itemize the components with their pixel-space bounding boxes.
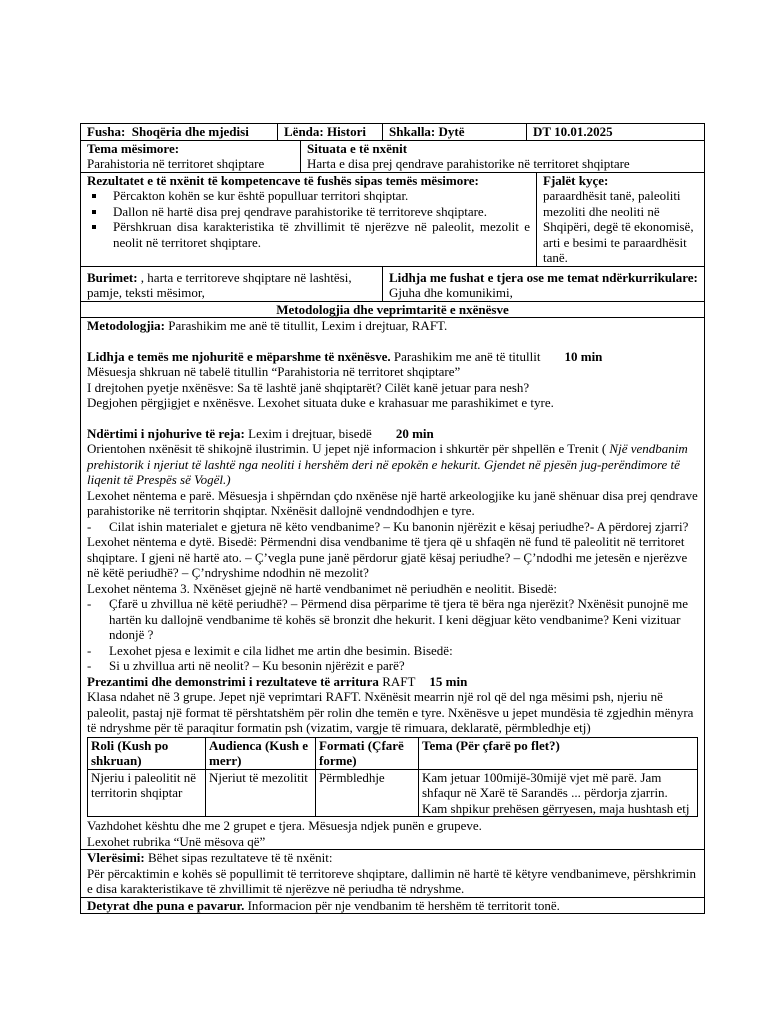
rezultat-item: ▪ Dallon në hartë disa prej qendrave parahistorike të territoreve shqiptare. [107,204,530,220]
lidhja-fushat-value: Gjuha dhe komunikimi, [389,285,513,300]
lidhja-temes-method: Parashikim me anë të titullit [393,348,541,364]
fjalet-label: Fjalët kyçe: [543,172,609,188]
main-body-cell [81,318,705,850]
fjalet-cell [537,172,705,266]
prezantimi-label: Prezantimi dhe demonstrimi i rezultateve të arritura [87,673,379,689]
raft-header: Audienca (Kush e merr) [206,737,316,769]
rezultatet-list [87,188,530,250]
lidhja-temes-line: Degjohen përgjigjet e nxënësve. Lexohet situata duke e krahasuar me parashikimet e tyre. [87,395,554,410]
metodologjia-heading: Metodologjia dhe veprimtaritë e nxënësve [81,301,705,318]
metodologjia-label: Metodologjia: [87,318,165,333]
fusha-label: Fusha: [87,124,126,139]
lenda-value: Histori [326,124,366,139]
fusha-cell [81,124,278,141]
situata-label: Situata e të nxënit [307,140,408,156]
burimet-cell [81,266,383,301]
vleresimi-line [87,850,698,866]
raft-cell: Përmbledhje [316,769,419,817]
raft-header: Roli (Kush po shkruan) [88,737,206,769]
shkalla-cell [383,124,527,141]
rezultat-item: ▪ Përshkruan disa karakteristika të zhvillimit të njerëzve në paleolit, mezolit e neolit në territoret shqiptare. [107,219,530,250]
ndertimi-duration: 20 min [395,425,434,441]
question-item: - Si u zhvillua arti në neolit? – Ku besonin njërëzit e parë? [87,658,405,673]
main-body-row [81,318,705,850]
burimet-value: , harta e territoreve shqiptare në lashtësi, pamje, teksti mësimor, [87,269,352,300]
lidhja-temes-line: I drejtohen pyetje nxënësve: Sa të lashtë janë shqiptarët? Cilët kanë jetuar para nesh? [87,379,530,395]
raft-cell: Njeriu i paleolitit në territorin shqiptar [88,769,206,817]
lidhja-temes-line: Mësuesja shkruan në tabelë titullin “Parahistoria në territoret shqiptare” [87,364,461,379]
fjalet-value: paraardhësit tanë, paleoliti mezoliti dhe neoliti në Shqipëri, degë të ekonomisë, arti e besimi te paraardhësit tanë. [543,188,694,265]
situata-value: Harta e disa prej qendrave parahistorike në territoret shqiptare [307,156,630,171]
vleresimi-cell [81,850,705,898]
raft-header: Tema (Për çfarë po flet?) [419,737,698,769]
metodologjia-heading-row [81,301,705,318]
ndertimi-paragraph: Lexohet nëntema e dytë. Bisedë: Përmendni disa vendbanime të tjera që u shfaqën në fund të paleolitit në territoret shqiptare. I gjeni në hartë ato. – Ç’vegla pune janë përdorur gjatë kësaj periudhe? – Ç’ndodhi me jetesën e njerëzve në këtë periudhë? – Ç’ndryshime ndodhin në mezolit? [87,534,688,580]
ndertimi-intro-text: Orientohen nxënësit të shikojnë ilustrimin. U jepet një informacion i shkurtër për shpellën e Trenit ( [87,441,607,456]
detyrat-label: Detyrat dhe puna e pavarur. [87,897,245,913]
rezultatet-label: Rezultatet e të nxënit të kompetencave të fushës sipas temës mësimore: [87,172,479,188]
shkalla-label: Shkalla: [389,124,436,139]
vleresimi-value: Bëhet sipas rezultateve të të nxënit: [148,850,333,865]
burimet-label: Burimet: [87,269,138,285]
lidhja-fushat-label: Lidhja me fushat e tjera ose me temat ndërkurrikulare: [389,269,698,285]
lidhja-temes-duration: 10 min [564,348,603,364]
fusha-value: Shoqëria dhe mjedisi [131,124,249,139]
question-item: - Lexohet pjesa e leximit e cila lidhet me artin dhe besimin. Bisedë: [87,642,453,658]
prezantimi-duration: 15 min [429,673,468,689]
vleresimi-row [81,850,705,898]
lidhja-fushat-cell [383,266,705,301]
question-item: - Cilat ishin materialet e gjetura në këto vendbanime? – Ku banonin njërëzit e kësaj periudhe?- A përdorej zjarri? [87,518,689,534]
ndertimi-paragraph: Lexohet nëntema 3. Nxënëset gjejnë në hartë vendbanimet në periudhën e neolitit. Bisedë: [87,580,557,596]
ndertimi-intro [87,441,698,488]
raft-header-row [88,737,698,769]
raft-row [88,769,698,817]
header-row [81,124,705,141]
raft-cell: Kam jetuar 100mijë-30mijë vjet më parë. Jam shfaqur në Xarë të Sarandës ... përdorja zjarrin. Kam shpikur prehësen gërryesen, maja hushtash etj [419,769,698,817]
raft-table [87,737,698,818]
ndertimi-intro-italic: Një vendbanim prehistorik i njeriut të lashtë nga neoliti i hershëm deri në epokën e hekurit. Gjendet në pjesën jug-perëndimore të liqenit të Prespës së Vogël.) [87,441,688,487]
question-item: - Çfarë u zhvillua në këtë periudhë? – Përmend disa përparime të tjera të bëra nga njerëzit? Nxënësit punojnë me hartën ku dallojnë vendbanime të kohës së bronzit dhe hekurit. I keni dëgjuar këto vendbanime? Keni vizituar ndonjë ? [87,596,688,642]
prezantimi-text: Klasa ndahet në 3 grupe. Jepet një veprimtari RAFT. Nxënësit mearrin një rol që del nga mësimi psh, njeriu në paleolit, pastaj një format të përshtatshëm për rolin dhe temën e tyre. Nxënësve u jepet mundësia të zgjedhin mënyra të ndryshme për të paraqitur formatin psh (vizatim, vargje të rimuara, deklaratë, përmbledhje etj) [87,689,694,735]
burimet-row [81,266,705,301]
raft-header: Formati (Çfarë forme) [316,737,419,769]
prezantimi-heading [87,674,698,690]
tema-value: Parahistoria në territoret shqiptare [87,156,265,171]
lesson-plan-table [80,123,705,914]
vleresimi-text: Për përcaktimin e kohës së popullimit të territoreve shqiptare, dallimin në hartë të këtyre vendbanimeve, përshkrimin e disa karakteristikave të zhvillimit të njerëzve në periudha të ndryshme. [87,865,697,896]
detyrat-cell [81,897,705,914]
detyrat-value: Informacion për nje vendbanim të hershëm të territorit tonë. [247,897,560,913]
ndertimi-label: Ndërtimi i njohurive të reja: [87,425,245,441]
shkalla-value: Dytë [438,124,465,139]
prezantimi-method: RAFT [382,673,416,689]
tema-situata-row [81,140,705,172]
raft-cell: Njeriut të mezolitit [206,769,316,817]
tema-cell [81,140,301,172]
ndertimi-paragraph: Lexohet nëntema e parë. Mësuesja i shpërndan çdo nxënëse një hartë arkeologjike ku janë shënuar disa prej qendrave parahistorike në territorin shqiptar. Nxënësit dallojnë vendndodhjen e tyre. [87,487,698,518]
ndertimi-method: Lexim i drejtuar, bisedë [248,425,372,441]
ndertimi-heading [87,426,698,442]
vleresimi-label: Vlerësimi: [87,850,145,865]
date-cell [527,124,705,141]
rezultatet-row [81,172,705,266]
lidhja-temes-heading [87,349,698,365]
situata-cell [301,140,705,172]
tema-label: Tema mësimore: [87,140,180,156]
metodologjia-value: Parashikim me anë të titullit, Lexim i drejtuar, RAFT. [168,318,448,333]
after-raft-line: Lexohet rubrika “Unë mësova që” [87,833,266,849]
lenda-cell [278,124,383,141]
lidhja-temes-label: Lidhja e temës me njohuritë e mëparshme të nxënësve. [87,348,391,364]
lenda-label: Lënda: [284,124,324,139]
rezultatet-cell [81,172,537,266]
date-value: DT 10.01.2025 [533,124,613,139]
after-raft-line: Vazhdohet kështu dhe me 2 grupet e tjera. Mësuesja ndjek punën e grupeve. [87,818,482,833]
detyrat-row [81,897,705,914]
rezultat-item: ▪ Përcakton kohën se kur është populluar territori shqiptar. [107,188,530,204]
metodologjia-line [87,318,698,334]
